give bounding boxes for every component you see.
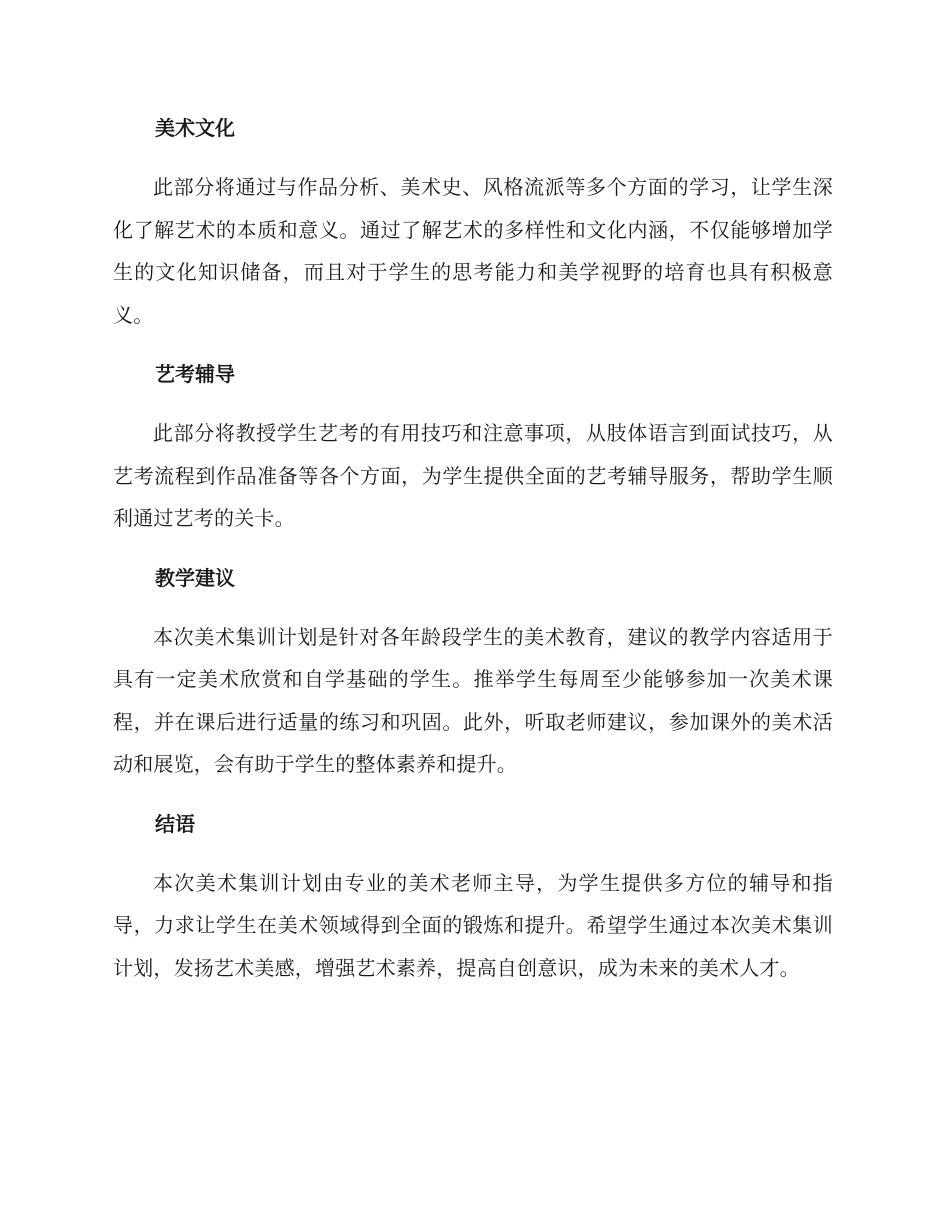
section-heading: 美术文化: [155, 116, 235, 140]
section-heading: 教学建议: [155, 565, 235, 590]
section-paragraph: 此部分将教授学生艺考的有用技巧和注意事项，从肢体语言到面试技巧，从艺考流程到作品准备等各个方面，为学生提供全面的艺考辅导服务，帮助学生顺利通过艺考的关卡。: [113, 421, 833, 530]
section-teaching-advice: [113, 558, 833, 786]
document-page: [113, 108, 833, 1007]
section-paragraph: 此部分将通过与作品分析、美术史、风格流派等多个方面的学习，让学生深化了解艺术的本质和意义。通过了解艺术的多样性和文化内涵，不仅能够增加学生的文化知识储备，而且对于学生的思考能力和美学视野的培育也具有积极意义。: [113, 175, 833, 327]
section-heading: 艺考辅导: [155, 362, 235, 386]
section-conclusion: [113, 804, 833, 990]
section-art-culture: [113, 108, 833, 336]
section-heading: 结语: [155, 811, 195, 836]
section-exam-coaching: [113, 354, 833, 540]
section-paragraph: 本次美术集训计划由专业的美术老师主导，为学生提供多方位的辅导和指导，力求让学生在美术领域得到全面的锻炼和提升。希望学生通过本次美术集训计划，发扬艺术美感，增强艺术素养，提高自创意识，成为未来的美术人才。: [113, 870, 833, 980]
section-paragraph: 本次美术集训计划是针对各年龄段学生的美术教育，建议的教学内容适用于具有一定美术欣赏和自学基础的学生。推举学生每周至少能够参加一次美术课程，并在课后进行适量的练习和巩固。此外，听取老师建议，参加课外的美术活动和展览，会有助于学生的整体素养和提升。: [113, 624, 833, 776]
